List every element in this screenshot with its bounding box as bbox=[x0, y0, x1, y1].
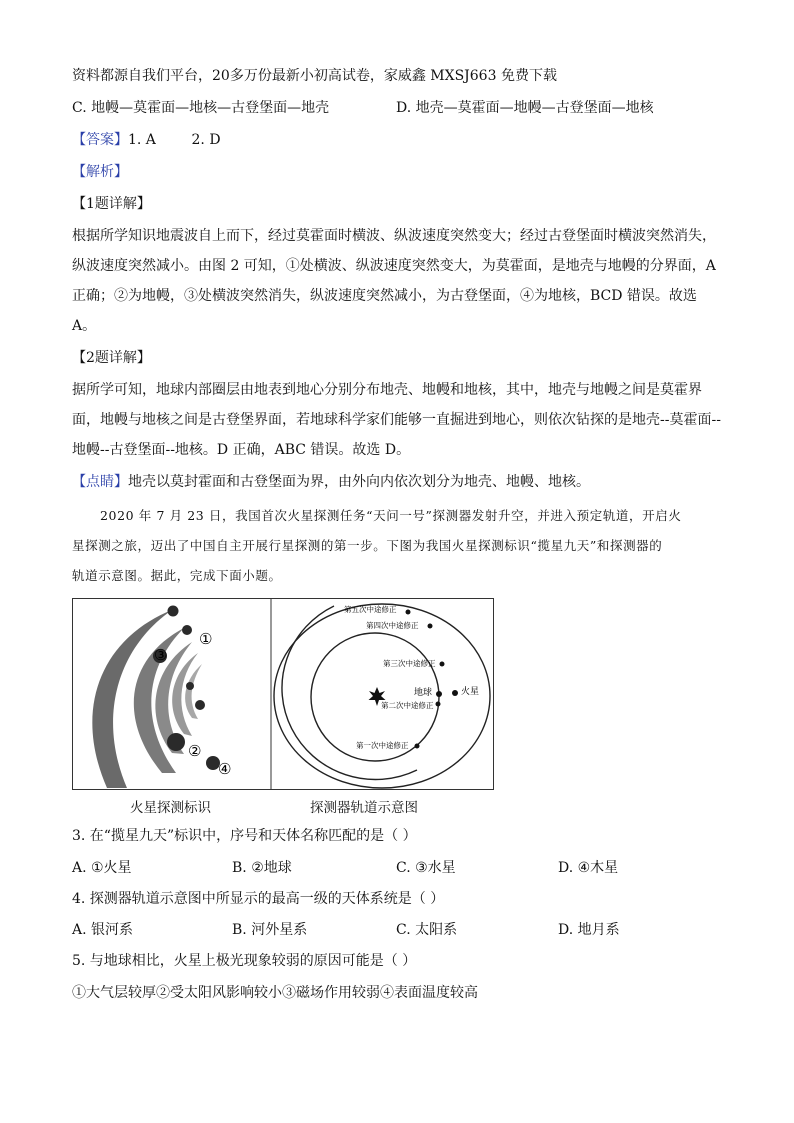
q4-stem: 4. 探测器轨道示意图中所显示的最高一级的天体系统是（ ） bbox=[72, 891, 445, 907]
left-figure-caption: 火星探测标识 bbox=[130, 800, 211, 816]
q3-option-d: D. ④木星 bbox=[558, 860, 619, 876]
q2-detail-line: 地幔--古登堡面--地核。D 正确，ABC 错误。故选 D。 bbox=[72, 442, 411, 458]
q1-detail-line: 根据所学知识地震波自上而下，经过莫霍面时横波、纵波速度突然变大；经过古登堡面时横波突然消失， bbox=[72, 228, 716, 244]
q2-detail-line: 据所学可知，地球内部圈层由地表到地心分别分布地壳、地幔和地核，其中，地壳与地幔之间是莫霍界 bbox=[72, 382, 702, 398]
orbit-label: 第二次中途修正 bbox=[381, 701, 434, 710]
header-line: 资料都源自我们平台，20多万份最新小初高试卷，家威鑫 MXSJ663 免费下载 bbox=[72, 68, 557, 84]
q1-detail-line: 正确；②为地幔，③处横波突然消失，纵波速度突然减小，为古登堡面，④为地核，BCD 错误。故选 bbox=[72, 288, 697, 304]
intro-line: 轨道示意图。据此，完成下面小题。 bbox=[72, 568, 282, 583]
key-point-tag: 【点睛】 bbox=[72, 474, 128, 490]
orbit-point bbox=[406, 610, 411, 615]
orbit-point bbox=[436, 702, 441, 707]
prev-option-c: C. 地幔—莫霍面—地核—古登堡面—地壳 bbox=[72, 100, 330, 116]
logo-planet bbox=[182, 625, 192, 635]
figure bbox=[72, 598, 494, 790]
q4-option-a: A. 银河系 bbox=[72, 922, 134, 938]
key-point-line bbox=[72, 472, 590, 492]
orbit-point bbox=[440, 662, 445, 667]
logo-label: ③ bbox=[154, 646, 168, 664]
orbit-point bbox=[415, 744, 420, 749]
intro-line: 星探测之旅，迈出了中国自主开展行星探测的第一步。下图为我国火星探测标识“揽星九天”和探测器的 bbox=[72, 538, 663, 553]
q5-choices: ①大气层较厚②受太阳风影响较小③磁场作用较弱④表面温度较高 bbox=[72, 985, 478, 1001]
q1-detail-line: A。 bbox=[72, 318, 97, 334]
prev-option-d: D. 地壳—莫霍面—地幔—古登堡面—地核 bbox=[396, 100, 654, 116]
q1-detail-line: 纵波速度突然减小。由图 2 可知，①处横波、纵波速度突然变大，为莫霍面，是地壳与地幔的分界面，A bbox=[72, 258, 716, 274]
right-figure-caption: 探测器轨道示意图 bbox=[310, 800, 418, 816]
answer-text: 1. A 2. D bbox=[128, 132, 221, 148]
answer-tag: 【答案】 bbox=[72, 132, 128, 148]
q3-option-a: A. ①火星 bbox=[72, 860, 132, 876]
q2-detail-line: 面，地幔与地核之间是古登堡界面，若地球科学家们能够一直掘进到地心，则依次钻探的是地壳--莫霍面-- bbox=[72, 412, 721, 428]
intro-line: 2020 年 7 月 23 日，我国首次火星探测任务“天问一号”探测器发射升空，并进入预定轨道，开启火 bbox=[100, 508, 682, 523]
q3-option-c: C. ③水星 bbox=[396, 860, 456, 876]
orbit-label: 第四次中途修正 bbox=[366, 621, 419, 630]
key-point-text: 地壳以莫封霍面和古登堡面为界，由外向内依次划分为地壳、地幔、地核。 bbox=[128, 474, 590, 490]
q4-option-c: C. 太阳系 bbox=[396, 922, 458, 938]
orbit-label: 火星 bbox=[461, 687, 480, 697]
q2-detail-tag: 【2题详解】 bbox=[72, 350, 151, 366]
logo-label: ① bbox=[199, 630, 213, 648]
logo-planet bbox=[167, 733, 185, 751]
q3-stem: 3. 在“揽星九天”标识中，序号和天体名称匹配的是（ ） bbox=[72, 828, 417, 844]
logo-planet bbox=[168, 606, 179, 617]
mars-point bbox=[452, 690, 458, 696]
q5-stem: 5. 与地球相比，火星上极光现象较弱的原因可能是（ ） bbox=[72, 953, 417, 969]
orbit-label: 第五次中途修正 bbox=[344, 605, 397, 614]
logo-label: ② bbox=[188, 742, 202, 760]
figure-svg bbox=[72, 598, 494, 790]
analysis-tag: 【解析】 bbox=[72, 164, 128, 180]
orbit-label: 地球 bbox=[414, 688, 433, 698]
orbit-point bbox=[428, 624, 433, 629]
q4-option-d: D. 地月系 bbox=[558, 922, 620, 938]
q1-detail-tag: 【1题详解】 bbox=[72, 196, 151, 212]
earth-point bbox=[436, 691, 442, 697]
q3-option-b: B. ②地球 bbox=[232, 860, 292, 876]
logo-planet bbox=[186, 682, 194, 690]
answer-line bbox=[72, 130, 221, 150]
orbit-label: 第三次中途修正 bbox=[383, 659, 436, 668]
logo-label: ④ bbox=[218, 760, 232, 778]
q4-option-b: B. 河外星系 bbox=[232, 922, 308, 938]
logo-planet bbox=[195, 700, 205, 710]
orbit-label: 第一次中途修正 bbox=[356, 741, 409, 750]
